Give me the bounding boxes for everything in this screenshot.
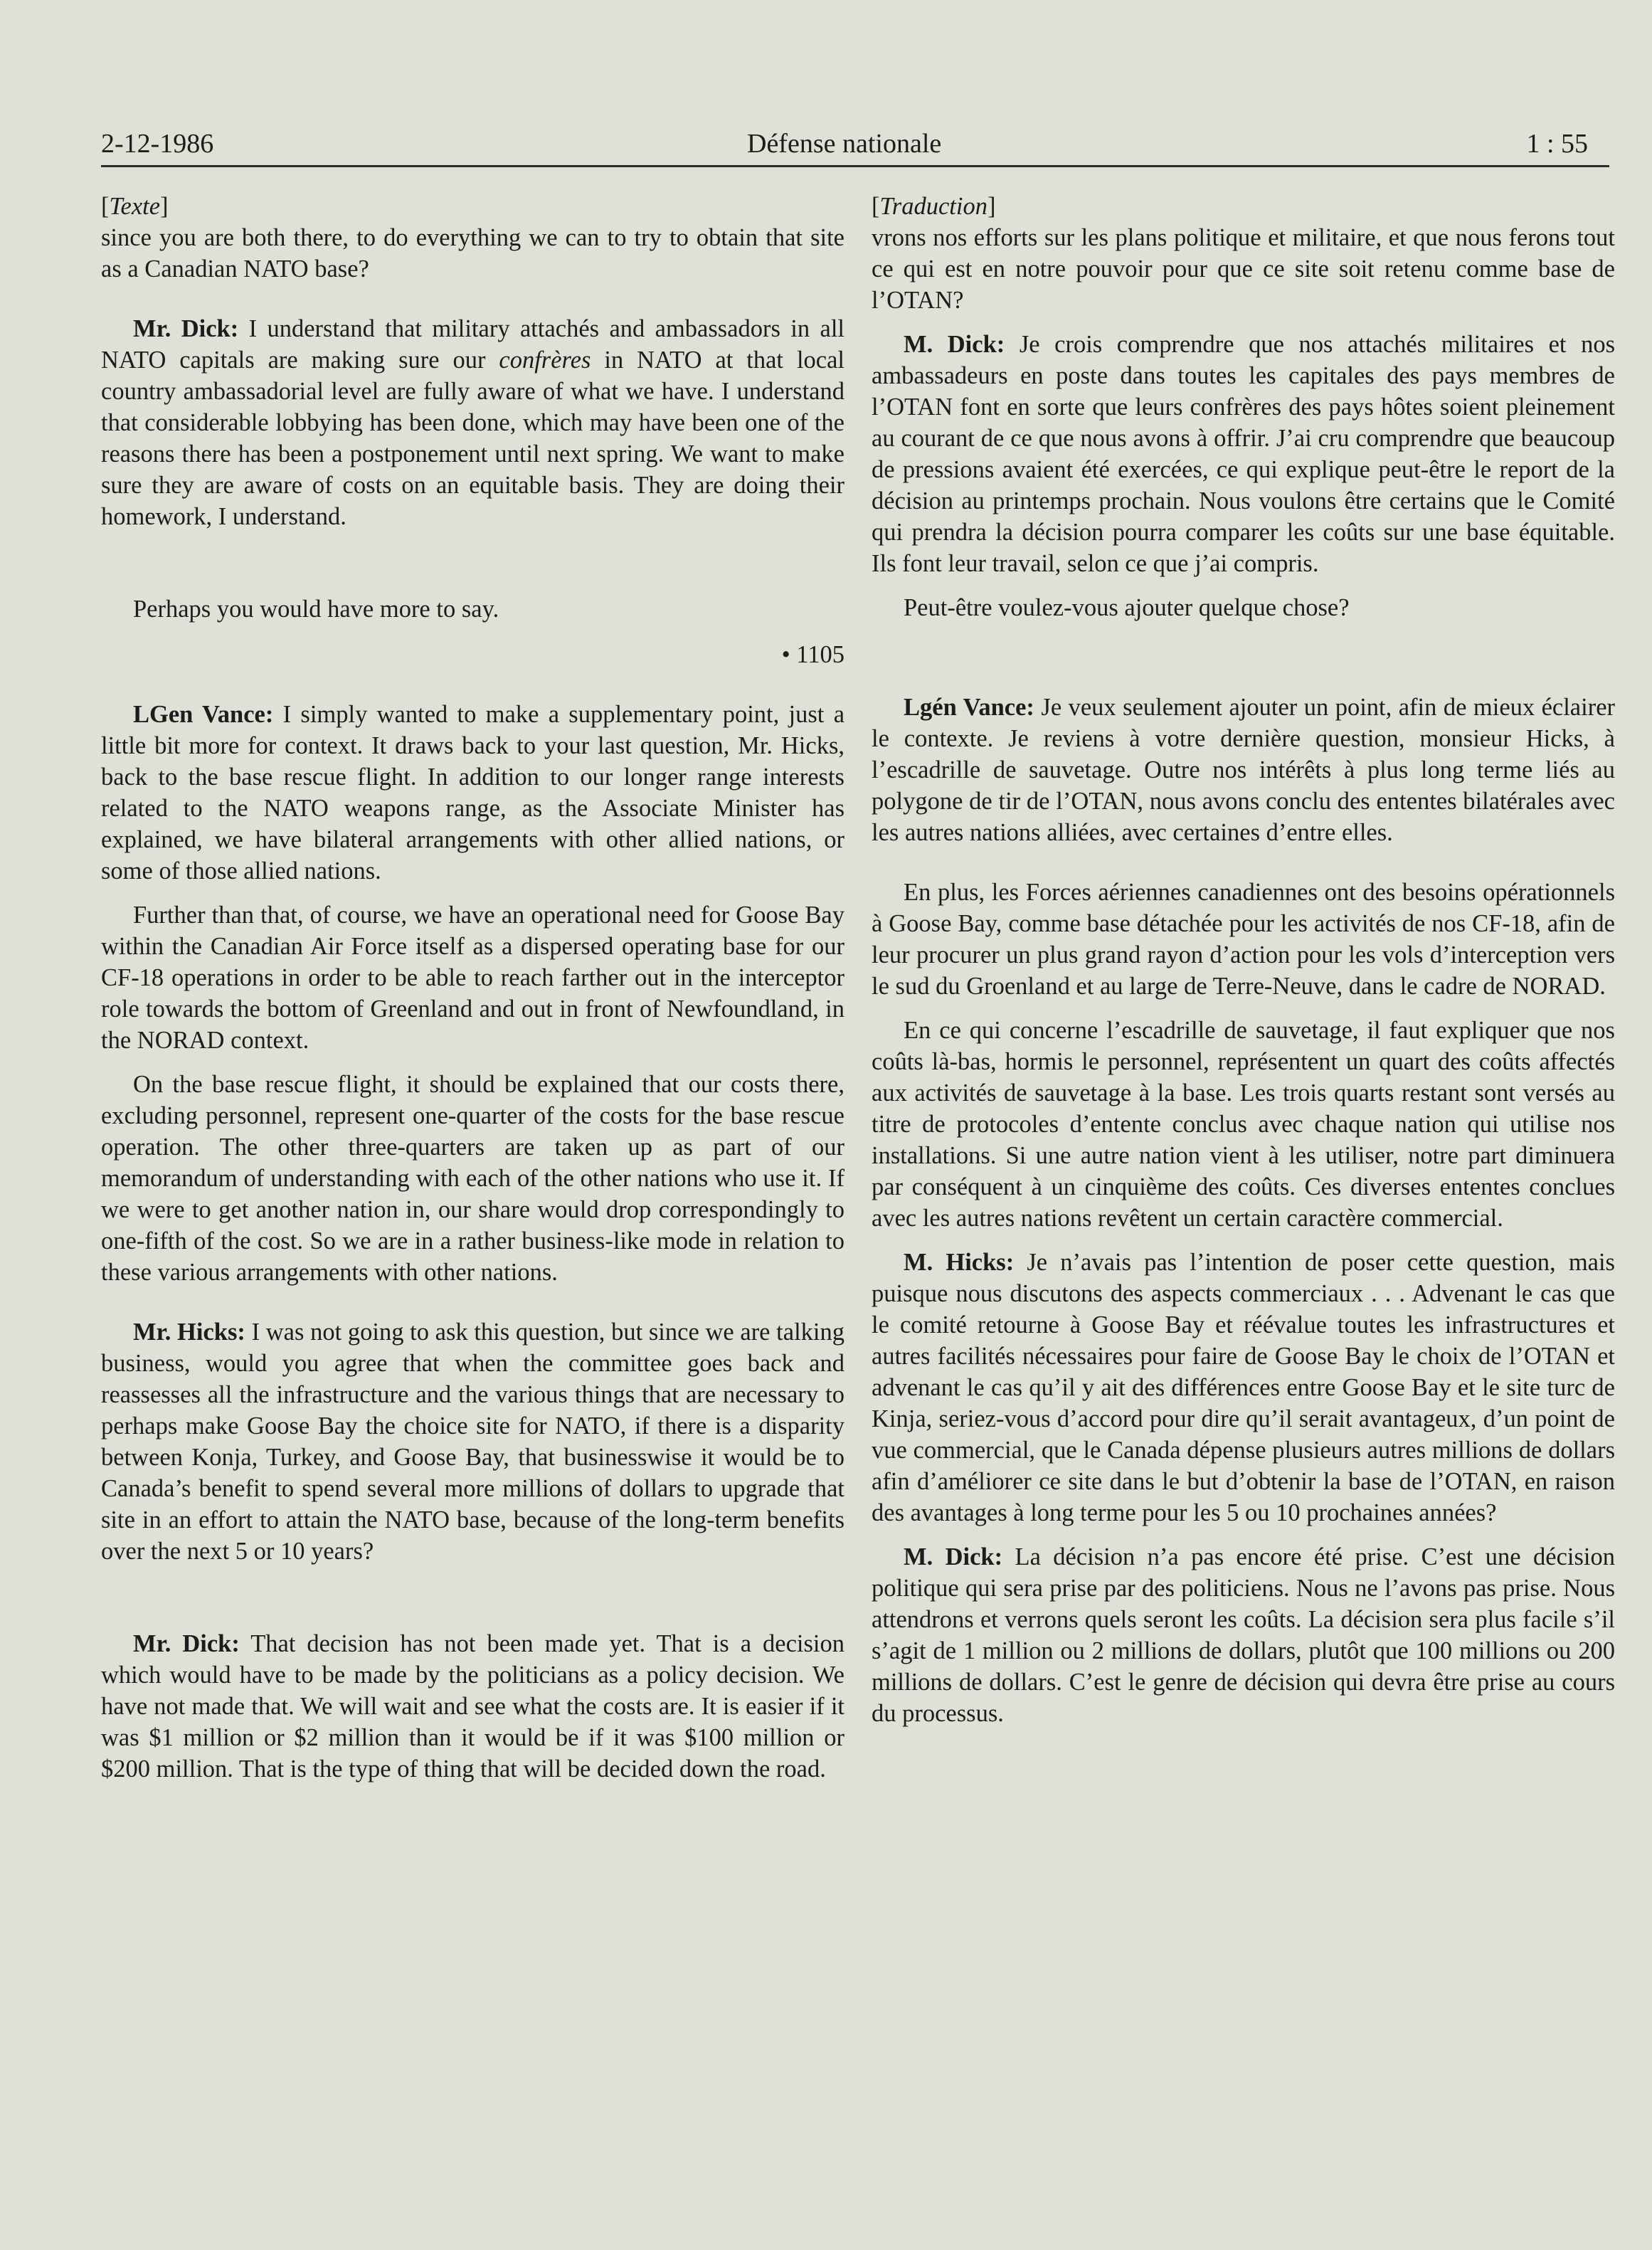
speaker-name: LGen Vance: (133, 701, 274, 728)
paragraph: Perhaps you would have more to say. (133, 596, 499, 623)
paragraph: since you are both there, to do everything we can to try to obtain that site as a Canadian NATO base? (101, 224, 844, 282)
paragraph: vrons nos efforts sur les plans politique et militaire, et que nous ferons tout ce qui est en notre pouvoir pour que ce site soit retenu comme base de l’OTAN? (872, 224, 1615, 314)
paragraph: Mr. Dick: I understand that military attachés and ambassadors in all NATO capitals are making sure our confrères in NATO at that local country ambassadorial level are fully aware of what we have. I understand that considerable lobbying has been done, which may have been one of the reasons there has been a postponement until next spring. We want to make sure they are aware of costs on an equitable basis. They are doing their homework, I understand. (101, 315, 845, 530)
french-column (872, 191, 1615, 1729)
running-header (101, 121, 1609, 167)
paragraph: M. Dick: La décision n’a pas encore été prise. C’est une décision politique qui sera prise par des politiciens. Nous ne l’avons pas prise. Nous attendrons et verrons quels seront les coûts. La décision sera plus facile s’il s’agit de 1 million ou 2 millions de dollars, plutôt que 100 millions ou 200 millions de dollars. C’est le genre de décision qui devra être prise au cours du processus. (872, 1543, 1615, 1727)
speaker-name: M. Hicks: (904, 1249, 1015, 1276)
paragraph: M. Hicks: Je n’avais pas l’intention de poser cette question, mais puisque nous discutons des aspects commerciaux . . . Advenant le cas que le comité retourne à Goose Bay et réévalue toutes les infrastructures et autres facilités nécessaires pour faire de Goose Bay le choix de l’OTAN et advenant le cas qu’il y ait des différences entre Goose Bay et le site turc de Kinja, seriez-vous d’accord pour dire qu’il serait avantageux, d’un point de vue commercial, que le Canada dépense plusieurs autres millions de dollars afin d’améliorer ce site dans le but d’obtenir la base de l’OTAN, en raison des avantages à long terme pour les 5 ou 10 prochaines années? (872, 1249, 1615, 1526)
paragraph: LGen Vance: I simply wanted to make a supplementary point, just a little bit more for context. It draws back to your last question, Mr. Hicks, back to the base rescue flight. In addition to our longer range interests related to the NATO weapons range, as the Associate Minister has explained, we have bilateral arrangements with other allied nations, or some of those allied nations. (101, 701, 845, 884)
header-title: Défense nationale (747, 129, 942, 159)
paragraph: En ce qui concerne l’escadrille de sauvetage, il faut expliquer que nos coûts là-bas, hormis le personnel, représentent un quart des coûts affectés aux activités de sauvetage à la base. Les trois quarts restant sont versés au titre de protocoles d’entente conclus avec chaque nation qui utilise nos installations. Si une autre nation vient à les utiliser, notre part diminuera par conséquent à un cinquième des coûts. Ces diverses ententes conclues avec les autres nations revêtent un certain caractère commercial. (872, 1017, 1615, 1232)
english-column (101, 191, 844, 1785)
text-tag: [Texte] (101, 193, 169, 220)
paragraph: Lgén Vance: Je veux seulement ajouter un point, afin de mieux éclairer le contexte. Je reviens à votre dernière question, monsieur Hicks, à l’escadrille de sauvetage. Outre nos intérêts à plus long terme liés au polygone de tir de l’OTAN, nous avons conclu des ententes bilatérales avec les autres nations alliées, avec certaines d’entre elles. (872, 694, 1615, 846)
speaker-name: Lgén Vance: (904, 694, 1034, 721)
speaker-name: Mr. Dick: (133, 315, 239, 342)
time-marker: • 1105 (781, 641, 844, 668)
speaker-name: M. Dick: (904, 331, 1005, 358)
paragraph: Peut-être voulez-vous ajouter quelque chose? (904, 594, 1350, 621)
paragraph: M. Dick: Je crois comprendre que nos attachés militaires et nos ambassadeurs en poste dans toutes les capitales des pays membres de l’OTAN font en sorte que leurs confrères des pays hôtes soient pleinement au courant de ce que nous avons à offrir. J’ai cru comprendre que beaucoup de pressions avaient été exercées, ce qui explique peut-être le report de la décision au printemps prochain. Nous voulons être certains que le Comité qui prendra la décision pourra comparer les coûts sur une base équitable. Ils font leur travail, selon ce que j’ai compris. (872, 331, 1615, 577)
translation-tag: [Traduction] (872, 193, 996, 220)
paragraph: On the base rescue flight, it should be explained that our costs there, excluding personnel, represent one-quarter of the costs for the base rescue operation. The other three-quarters are taken up as part of our memorandum of understanding with each of the other nations who use it. If we were to get another nation in, our share would drop correspondingly to one-fifth of the cost. So we are in a rather business-like mode in relation to these various arrangements with other nations. (101, 1071, 844, 1286)
paragraph: Mr. Dick: That decision has not been made yet. That is a decision which would have to be made by the politicians as a policy decision. We have not made that. We will wait and see what the costs are. It is easier if it was $1 million or $2 million than it would be if it was $100 million or $200 million. That is the type of thing that will be decided down the road. (101, 1630, 844, 1782)
speaker-name: Mr. Hicks: (133, 1319, 245, 1346)
header-page-number: 1 : 55 (1526, 129, 1588, 159)
speaker-name: M. Dick: (904, 1543, 1003, 1570)
header-date: 2-12-1986 (101, 129, 214, 159)
paragraph: En plus, les Forces aériennes canadiennes ont des besoins opérationnels à Goose Bay, comme base détachée pour les activités de nos CF-18, afin de leur procurer un plus grand rayon d’action pour les vols d’interception vers le sud du Groenland et au large de Terre-Neuve, dans le cadre de NORAD. (872, 879, 1615, 1000)
paragraph: Mr. Hicks: I was not going to ask this question, but since we are talking business, would you agree that when the committee goes back and reassesses all the infrastructure and the various things that are necessary to perhaps make Goose Bay the choice site for NATO, if there is a disparity between Konja, Turkey, and Goose Bay, that businesswise it would be to Canada’s benefit to spend several more millions of dollars to upgrade that site in an effort to attain the NATO base, because of the long-term benefits over the next 5 or 10 years? (101, 1319, 845, 1565)
paragraph: Further than that, of course, we have an operational need for Goose Bay within the Canadian Air Force itself as a dispersed operating base for our CF-18 operations in order to be able to reach farther out in the interceptor role towards the bottom of Greenland and out in front of Newfoundland, in the NORAD context. (101, 902, 844, 1054)
speaker-name: Mr. Dick: (133, 1630, 240, 1657)
